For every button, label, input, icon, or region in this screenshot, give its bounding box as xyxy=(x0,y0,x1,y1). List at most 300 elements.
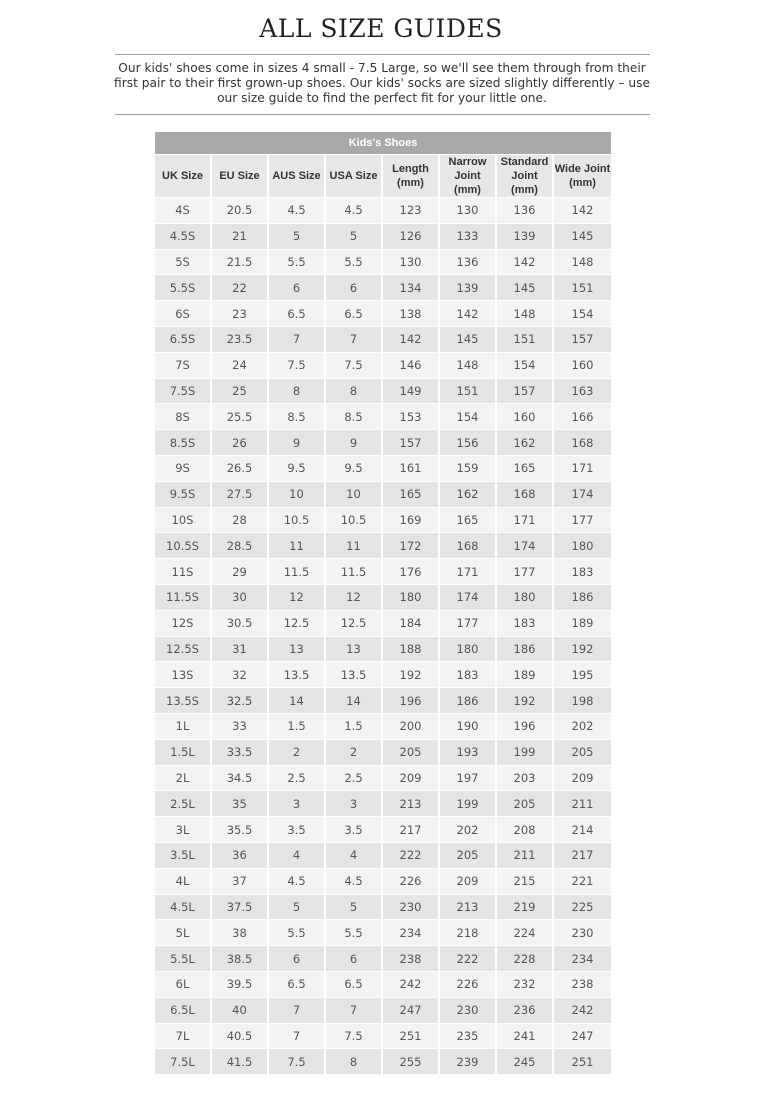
table-cell: 13 xyxy=(269,637,324,662)
table-cell: 5.5 xyxy=(326,920,381,945)
table-cell: 156 xyxy=(440,430,495,455)
table-cell: 11.5 xyxy=(326,559,381,584)
column-header-label: (mm) xyxy=(397,177,424,189)
table-cell: 10.5 xyxy=(326,508,381,533)
table-row xyxy=(155,559,611,584)
table-cell: 217 xyxy=(554,843,611,868)
column-header-label: Joint (mm) xyxy=(454,170,481,196)
table-cell: 11.5S xyxy=(155,585,210,610)
table-cell: 198 xyxy=(554,688,611,713)
table-cell: 154 xyxy=(497,353,552,378)
table-cell: 6 xyxy=(269,946,324,971)
table-cell: 238 xyxy=(383,946,438,971)
table-cell: 165 xyxy=(383,482,438,507)
table-cell: 211 xyxy=(554,791,611,816)
table-cell: 41.5 xyxy=(212,1049,267,1074)
table-cell: 162 xyxy=(440,482,495,507)
table-cell: 186 xyxy=(440,688,495,713)
table-cell: 5 xyxy=(269,895,324,920)
table-cell: 242 xyxy=(554,998,611,1023)
table-cell: 186 xyxy=(497,637,552,662)
table-cell: 153 xyxy=(383,404,438,429)
table-cell: 5.5S xyxy=(155,275,210,300)
table-cell: 177 xyxy=(440,611,495,636)
table-cell: 138 xyxy=(383,301,438,326)
column-header xyxy=(269,155,324,197)
table-cell: 6.5 xyxy=(269,972,324,997)
table-cell: 171 xyxy=(440,559,495,584)
column-header-label: Wide Joint xyxy=(554,163,611,175)
table-cell: 25 xyxy=(212,379,267,404)
table-cell: 38.5 xyxy=(212,946,267,971)
table-cell: 255 xyxy=(383,1049,438,1074)
table-cell: 26 xyxy=(212,430,267,455)
table-cell: 12 xyxy=(326,585,381,610)
table-cell: 139 xyxy=(497,224,552,249)
table-cell: 9.5 xyxy=(269,456,324,481)
table-cell: 251 xyxy=(383,1024,438,1049)
table-cell: 196 xyxy=(383,688,438,713)
column-header xyxy=(497,155,552,197)
table-row xyxy=(155,430,611,455)
table-cell: 251 xyxy=(554,1049,611,1074)
table-row xyxy=(155,843,611,868)
column-header xyxy=(440,155,495,197)
table-cell: 241 xyxy=(497,1024,552,1049)
table-cell: 1.5L xyxy=(155,740,210,765)
table-cell: 215 xyxy=(497,869,552,894)
table-cell: 4L xyxy=(155,869,210,894)
table-cell: 189 xyxy=(497,662,552,687)
table-cell: 2.5 xyxy=(326,766,381,791)
table-cell: 4 xyxy=(269,843,324,868)
table-cell: 235 xyxy=(440,1024,495,1049)
table-cell: 8 xyxy=(269,379,324,404)
table-cell: 7 xyxy=(269,998,324,1023)
table-cell: 10 xyxy=(269,482,324,507)
table-cell: 190 xyxy=(440,714,495,739)
table-row xyxy=(155,714,611,739)
table-cell: 134 xyxy=(383,275,438,300)
table-cell: 136 xyxy=(440,250,495,275)
table-row xyxy=(155,533,611,558)
table-row xyxy=(155,817,611,842)
table-row xyxy=(155,895,611,920)
table-cell: 28 xyxy=(212,508,267,533)
table-cell: 208 xyxy=(497,817,552,842)
table-row xyxy=(155,482,611,507)
page-title: ALL SIZE GUIDES xyxy=(259,14,503,43)
table-row xyxy=(155,1049,611,1074)
table-cell: 145 xyxy=(440,327,495,352)
table-cell: 199 xyxy=(440,791,495,816)
table-cell: 30 xyxy=(212,585,267,610)
table-cell: 4 xyxy=(326,843,381,868)
table-cell: 13.5 xyxy=(269,662,324,687)
top-divider xyxy=(115,54,650,55)
table-cell: 224 xyxy=(497,920,552,945)
table-cell: 14 xyxy=(269,688,324,713)
table-cell: 38 xyxy=(212,920,267,945)
table-caption: Kids's Shoes xyxy=(155,132,611,154)
table-cell: 32 xyxy=(212,662,267,687)
table-cell: 7 xyxy=(269,327,324,352)
table-cell: 133 xyxy=(440,224,495,249)
table-cell: 148 xyxy=(440,353,495,378)
table-cell: 12S xyxy=(155,611,210,636)
table-cell: 172 xyxy=(383,533,438,558)
table-cell: 6L xyxy=(155,972,210,997)
table-row xyxy=(155,456,611,481)
table-cell: 165 xyxy=(440,508,495,533)
table-cell: 7.5 xyxy=(326,1024,381,1049)
table-cell: 6.5L xyxy=(155,998,210,1023)
table-cell: 247 xyxy=(383,998,438,1023)
table-cell: 213 xyxy=(383,791,438,816)
table-cell: 7 xyxy=(326,998,381,1023)
table-cell: 202 xyxy=(554,714,611,739)
table-cell: 232 xyxy=(497,972,552,997)
table-cell: 183 xyxy=(497,611,552,636)
table-row xyxy=(155,327,611,352)
table-cell: 211 xyxy=(497,843,552,868)
table-cell: 230 xyxy=(383,895,438,920)
table-cell: 6 xyxy=(326,946,381,971)
table-cell: 142 xyxy=(554,198,611,223)
table-row xyxy=(155,766,611,791)
table-cell: 123 xyxy=(383,198,438,223)
table-cell: 13.5 xyxy=(326,662,381,687)
table-cell: 6.5 xyxy=(326,972,381,997)
table-cell: 209 xyxy=(554,766,611,791)
table-cell: 12.5S xyxy=(155,637,210,662)
table-row xyxy=(155,688,611,713)
table-cell: 226 xyxy=(440,972,495,997)
bottom-divider xyxy=(115,114,650,115)
column-header-label: UK Size xyxy=(162,170,203,182)
table-cell: 39.5 xyxy=(212,972,267,997)
table-cell: 242 xyxy=(383,972,438,997)
table-cell: 11S xyxy=(155,559,210,584)
table-cell: 7 xyxy=(326,327,381,352)
table-cell: 9.5S xyxy=(155,482,210,507)
table-cell: 209 xyxy=(440,869,495,894)
table-cell: 177 xyxy=(554,508,611,533)
table-cell: 20.5 xyxy=(212,198,267,223)
table-cell: 222 xyxy=(440,946,495,971)
table-cell: 183 xyxy=(554,559,611,584)
table-cell: 2 xyxy=(269,740,324,765)
table-cell: 177 xyxy=(497,559,552,584)
table-cell: 8S xyxy=(155,404,210,429)
table-cell: 214 xyxy=(554,817,611,842)
column-header-label: Standard xyxy=(500,156,549,168)
column-header-label: EU Size xyxy=(219,170,260,182)
table-cell: 151 xyxy=(497,327,552,352)
table-cell: 234 xyxy=(554,946,611,971)
table-row xyxy=(155,920,611,945)
table-row xyxy=(155,662,611,687)
table-cell: 7L xyxy=(155,1024,210,1049)
table-cell: 193 xyxy=(440,740,495,765)
table-cell: 171 xyxy=(554,456,611,481)
table-cell: 8.5S xyxy=(155,430,210,455)
table-cell: 26.5 xyxy=(212,456,267,481)
table-cell: 157 xyxy=(554,327,611,352)
table-cell: 13S xyxy=(155,662,210,687)
table-cell: 163 xyxy=(554,379,611,404)
table-cell: 9.5 xyxy=(326,456,381,481)
column-header-label: (mm) xyxy=(569,177,596,189)
table-row xyxy=(155,224,611,249)
table-row xyxy=(155,250,611,275)
table-cell: 23 xyxy=(212,301,267,326)
table-cell: 234 xyxy=(383,920,438,945)
table-cell: 168 xyxy=(497,482,552,507)
table-cell: 32.5 xyxy=(212,688,267,713)
table-cell: 3.5L xyxy=(155,843,210,868)
table-cell: 205 xyxy=(554,740,611,765)
table-cell: 6 xyxy=(269,275,324,300)
table-cell: 195 xyxy=(554,662,611,687)
table-cell: 5.5 xyxy=(269,250,324,275)
table-cell: 7.5 xyxy=(269,1049,324,1074)
table-cell: 3 xyxy=(326,791,381,816)
table-cell: 219 xyxy=(497,895,552,920)
table-cell: 40.5 xyxy=(212,1024,267,1049)
column-header-label: Joint (mm) xyxy=(511,170,538,196)
table-cell: 11 xyxy=(326,533,381,558)
table-cell: 2.5L xyxy=(155,791,210,816)
table-cell: 6.5S xyxy=(155,327,210,352)
table-cell: 159 xyxy=(440,456,495,481)
table-cell: 180 xyxy=(383,585,438,610)
table-cell: 8.5 xyxy=(326,404,381,429)
table-row xyxy=(155,585,611,610)
table-cell: 30.5 xyxy=(212,611,267,636)
column-header-label: Narrow xyxy=(448,156,487,168)
table-cell: 27.5 xyxy=(212,482,267,507)
table-cell: 11 xyxy=(269,533,324,558)
table-cell: 36 xyxy=(212,843,267,868)
table-cell: 31 xyxy=(212,637,267,662)
table-cell: 12.5 xyxy=(326,611,381,636)
column-header xyxy=(155,155,210,197)
table-cell: 14 xyxy=(326,688,381,713)
table-cell: 5.5 xyxy=(269,920,324,945)
table-cell: 5 xyxy=(326,224,381,249)
table-cell: 148 xyxy=(497,301,552,326)
table-cell: 4.5L xyxy=(155,895,210,920)
table-row xyxy=(155,869,611,894)
table-cell: 2 xyxy=(326,740,381,765)
table-cell: 183 xyxy=(440,662,495,687)
table-row xyxy=(155,508,611,533)
table-cell: 169 xyxy=(383,508,438,533)
table-cell: 151 xyxy=(554,275,611,300)
table-cell: 226 xyxy=(383,869,438,894)
table-cell: 157 xyxy=(497,379,552,404)
table-cell: 166 xyxy=(554,404,611,429)
table-cell: 200 xyxy=(383,714,438,739)
table-cell: 6S xyxy=(155,301,210,326)
column-header-label: AUS Size xyxy=(272,170,321,182)
table-cell: 139 xyxy=(440,275,495,300)
table-cell: 168 xyxy=(554,430,611,455)
table-row xyxy=(155,946,611,971)
table-cell: 6.5 xyxy=(269,301,324,326)
table-cell: 3L xyxy=(155,817,210,842)
table-cell: 7.5S xyxy=(155,379,210,404)
table-body xyxy=(155,198,611,1074)
table-cell: 5 xyxy=(269,224,324,249)
table-cell: 5.5 xyxy=(326,250,381,275)
table-cell: 142 xyxy=(440,301,495,326)
table-cell: 24 xyxy=(212,353,267,378)
table-cell: 199 xyxy=(497,740,552,765)
table-header-row xyxy=(155,155,611,197)
table-cell: 21 xyxy=(212,224,267,249)
table-cell: 10 xyxy=(326,482,381,507)
table-cell: 13 xyxy=(326,637,381,662)
table-cell: 9 xyxy=(326,430,381,455)
table-cell: 29 xyxy=(212,559,267,584)
table-cell: 205 xyxy=(497,791,552,816)
table-cell: 21.5 xyxy=(212,250,267,275)
column-header xyxy=(554,155,611,197)
table-cell: 8 xyxy=(326,379,381,404)
table-cell: 33 xyxy=(212,714,267,739)
table-cell: 23.5 xyxy=(212,327,267,352)
table-cell: 228 xyxy=(497,946,552,971)
table-cell: 205 xyxy=(440,843,495,868)
table-cell: 9 xyxy=(269,430,324,455)
table-cell: 230 xyxy=(440,998,495,1023)
table-cell: 180 xyxy=(440,637,495,662)
table-cell: 171 xyxy=(497,508,552,533)
table-cell: 225 xyxy=(554,895,611,920)
table-cell: 4.5 xyxy=(326,198,381,223)
table-cell: 196 xyxy=(497,714,552,739)
table-cell: 11.5 xyxy=(269,559,324,584)
table-cell: 192 xyxy=(554,637,611,662)
table-cell: 218 xyxy=(440,920,495,945)
table-cell: 1.5 xyxy=(269,714,324,739)
table-cell: 10.5 xyxy=(269,508,324,533)
table-cell: 180 xyxy=(497,585,552,610)
table-cell: 37 xyxy=(212,869,267,894)
table-cell: 180 xyxy=(554,533,611,558)
table-cell: 33.5 xyxy=(212,740,267,765)
table-cell: 6.5 xyxy=(326,301,381,326)
table-row xyxy=(155,379,611,404)
table-cell: 35 xyxy=(212,791,267,816)
table-cell: 154 xyxy=(440,404,495,429)
table-row xyxy=(155,1024,611,1049)
table-cell: 168 xyxy=(440,533,495,558)
table-cell: 157 xyxy=(383,430,438,455)
table-cell: 4.5S xyxy=(155,224,210,249)
table-cell: 3.5 xyxy=(326,817,381,842)
table-row xyxy=(155,637,611,662)
table-cell: 205 xyxy=(383,740,438,765)
table-cell: 5L xyxy=(155,920,210,945)
table-row xyxy=(155,275,611,300)
table-cell: 162 xyxy=(497,430,552,455)
table-cell: 176 xyxy=(383,559,438,584)
table-cell: 1L xyxy=(155,714,210,739)
table-cell: 3.5 xyxy=(269,817,324,842)
table-cell: 28.5 xyxy=(212,533,267,558)
table-cell: 7.5 xyxy=(269,353,324,378)
table-cell: 10S xyxy=(155,508,210,533)
table-cell: 203 xyxy=(497,766,552,791)
table-cell: 136 xyxy=(497,198,552,223)
table-cell: 4S xyxy=(155,198,210,223)
table-cell: 34.5 xyxy=(212,766,267,791)
table-cell: 40 xyxy=(212,998,267,1023)
table-cell: 130 xyxy=(440,198,495,223)
table-cell: 149 xyxy=(383,379,438,404)
table-cell: 148 xyxy=(554,250,611,275)
table-cell: 151 xyxy=(440,379,495,404)
table-cell: 12.5 xyxy=(269,611,324,636)
column-header xyxy=(383,155,438,197)
table-cell: 188 xyxy=(383,637,438,662)
table-cell: 8.5 xyxy=(269,404,324,429)
table-cell: 142 xyxy=(383,327,438,352)
table-cell: 192 xyxy=(383,662,438,687)
table-cell: 230 xyxy=(554,920,611,945)
table-cell: 130 xyxy=(383,250,438,275)
column-header xyxy=(212,155,267,197)
table-row xyxy=(155,198,611,223)
table-cell: 5.5L xyxy=(155,946,210,971)
table-cell: 126 xyxy=(383,224,438,249)
table-cell: 221 xyxy=(554,869,611,894)
table-cell: 10.5S xyxy=(155,533,210,558)
table-cell: 174 xyxy=(440,585,495,610)
table-cell: 3 xyxy=(269,791,324,816)
table-cell: 4.5 xyxy=(269,198,324,223)
table-cell: 4.5 xyxy=(269,869,324,894)
table-cell: 217 xyxy=(383,817,438,842)
table-cell: 13.5S xyxy=(155,688,210,713)
table-cell: 2.5 xyxy=(269,766,324,791)
table-cell: 165 xyxy=(497,456,552,481)
column-header xyxy=(326,155,381,197)
table-cell: 12 xyxy=(269,585,324,610)
table-cell: 186 xyxy=(554,585,611,610)
table-row xyxy=(155,998,611,1023)
table-cell: 7 xyxy=(269,1024,324,1049)
table-row xyxy=(155,404,611,429)
table-cell: 146 xyxy=(383,353,438,378)
table-cell: 142 xyxy=(497,250,552,275)
table-cell: 7S xyxy=(155,353,210,378)
table-cell: 6 xyxy=(326,275,381,300)
table-cell: 8 xyxy=(326,1049,381,1074)
table-cell: 7.5L xyxy=(155,1049,210,1074)
table-cell: 7.5 xyxy=(326,353,381,378)
table-cell: 145 xyxy=(497,275,552,300)
table-cell: 2L xyxy=(155,766,210,791)
table-cell: 197 xyxy=(440,766,495,791)
table-cell: 4.5 xyxy=(326,869,381,894)
intro-text: Our kids' shoes come in sizes 4 small - 7.5 Large, so we'll see them through from their first pair to their first grown-up shoes. Our kids' socks are sized slightly differently – use our size guide to find the perfect fit for your little one. xyxy=(114,61,650,105)
table-cell: 1.5 xyxy=(326,714,381,739)
table-cell: 154 xyxy=(554,301,611,326)
